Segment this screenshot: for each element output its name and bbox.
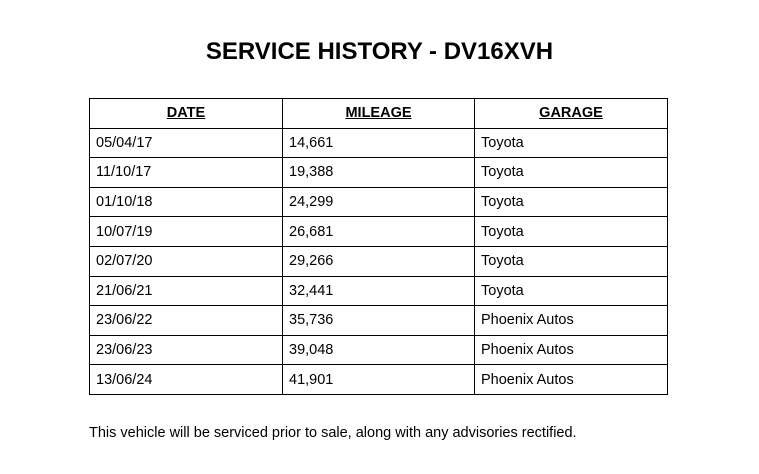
cell-mileage: 29,266 [283, 246, 475, 276]
cell-date: 02/07/20 [90, 246, 283, 276]
table-row [90, 128, 668, 158]
cell-mileage: 32,441 [283, 276, 475, 306]
cell-mileage: 41,901 [283, 365, 475, 395]
header-date: DATE [90, 99, 283, 129]
cell-mileage: 35,736 [283, 306, 475, 336]
table-row [90, 187, 668, 217]
cell-mileage: 39,048 [283, 335, 475, 365]
cell-date: 21/06/21 [90, 276, 283, 306]
header-row [90, 99, 668, 129]
cell-garage: Toyota [475, 276, 668, 306]
cell-mileage: 19,388 [283, 158, 475, 188]
cell-garage: Toyota [475, 158, 668, 188]
cell-garage: Phoenix Autos [475, 365, 668, 395]
cell-mileage: 14,661 [283, 128, 475, 158]
cell-mileage: 24,299 [283, 187, 475, 217]
table-row [90, 158, 668, 188]
cell-garage: Toyota [475, 217, 668, 247]
cell-date: 23/06/22 [90, 306, 283, 336]
cell-date: 10/07/19 [90, 217, 283, 247]
cell-garage: Toyota [475, 128, 668, 158]
cell-garage: Toyota [475, 246, 668, 276]
cell-mileage: 26,681 [283, 217, 475, 247]
cell-date: 13/06/24 [90, 365, 283, 395]
cell-date: 01/10/18 [90, 187, 283, 217]
header-garage: GARAGE [475, 99, 668, 129]
service-note: This vehicle will be serviced prior to sale, along with any advisories rectified. [89, 425, 577, 441]
table-row [90, 246, 668, 276]
cell-date: 11/10/17 [90, 158, 283, 188]
header-mileage: MILEAGE [283, 99, 475, 129]
cell-garage: Phoenix Autos [475, 306, 668, 336]
page-title: SERVICE HISTORY - DV16XVH [205, 38, 554, 65]
table-body [90, 128, 668, 394]
table-row [90, 365, 668, 395]
table-row [90, 306, 668, 336]
table-header [90, 99, 668, 129]
cell-garage: Toyota [475, 187, 668, 217]
table-row [90, 276, 668, 306]
service-history-table [89, 98, 668, 395]
cell-date: 05/04/17 [90, 128, 283, 158]
cell-date: 23/06/23 [90, 335, 283, 365]
table-row [90, 335, 668, 365]
cell-garage: Phoenix Autos [475, 335, 668, 365]
table-row [90, 217, 668, 247]
